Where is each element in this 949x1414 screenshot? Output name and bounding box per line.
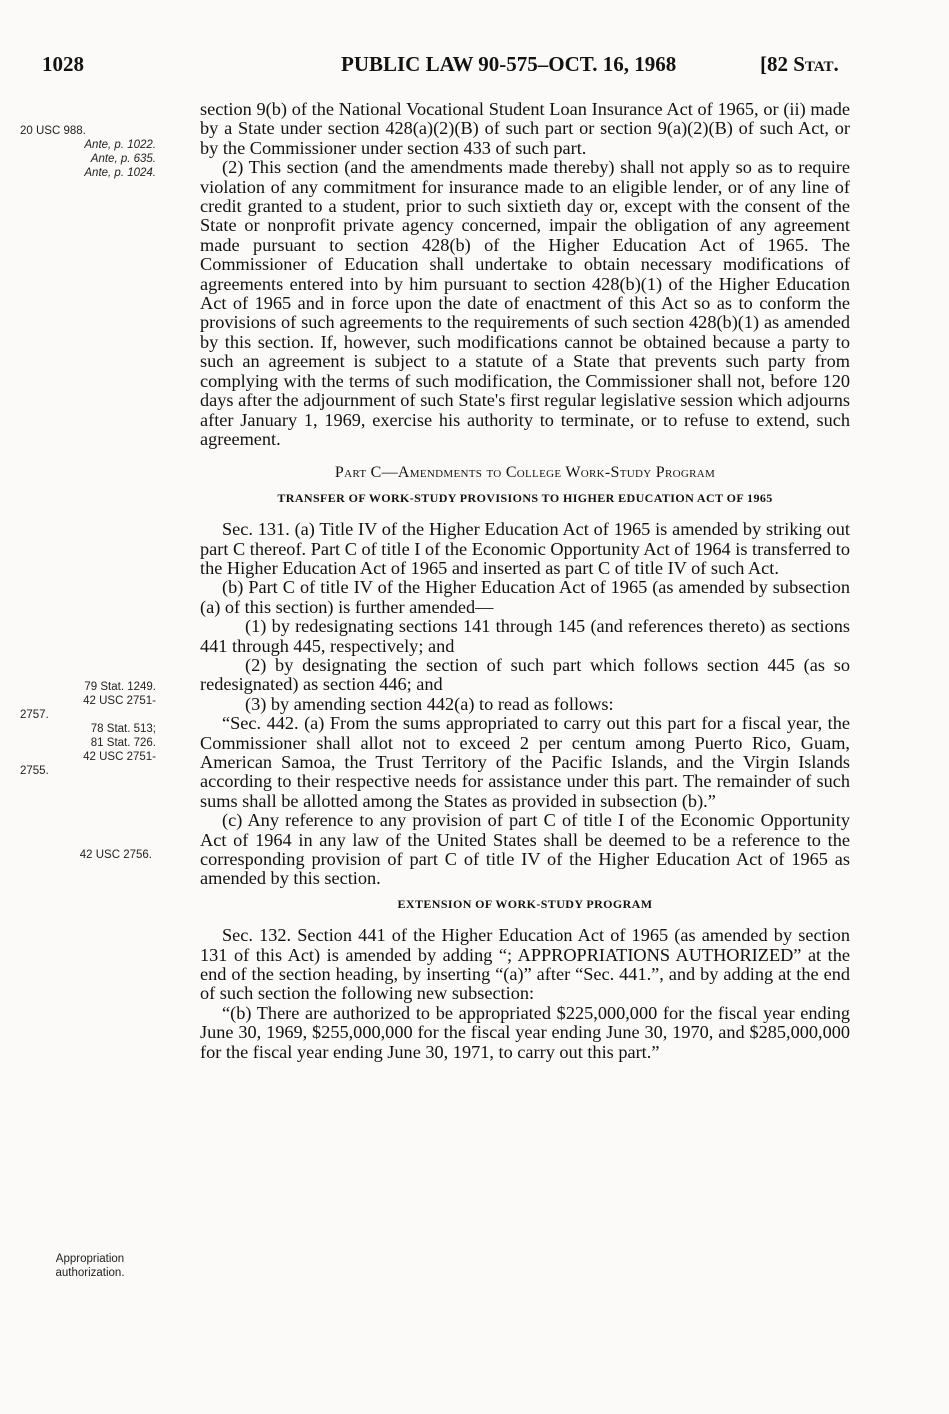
running-title: PUBLIC LAW 90-575–OCT. 16, 1968 (341, 52, 677, 76)
section-heading: TRANSFER OF WORK-STUDY PROVISIONS TO HIGHER EDUCATION ACT OF 1965 (277, 490, 773, 505)
paragraph: (c) Any reference to any provision of part C of title I of the Economic Opportunity Act of 1964 in any law of the United States shall be deemed to be a reference to the corresponding provision of part C of title IV of the Higher Education Act of 1965 as amended by this section. (200, 810, 850, 889)
section-heading: EXTENSION OF WORK-STUDY PROGRAM (397, 896, 653, 911)
margin-note-citations-2 (20, 680, 156, 778)
paragraph: Sec. 132. Section 441 of the Higher Education Act of 1965 (as amended by section 131 of this Act) is amended by adding “; APPROPRIATIONS AUTHORIZED” at the end of the section heading, by inserting “(a)” after “Sec. 441.”, and by adding at the end of such section the following new subsection: (200, 925, 850, 1004)
statute-volume-suffix: Stat. (793, 52, 839, 76)
body-text (200, 100, 850, 1062)
margin-note-appropriation (20, 1252, 160, 1280)
paragraph: “(b) There are authorized to be appropriated $225,000,000 for the fiscal year ending June 30, 1969, $255,000,000 for the fiscal year ending June 30, 1970, and $285,000,000 for the fiscal year ending June 30, 1971, to carry out this part.” (200, 1002, 850, 1062)
margin-note-citation-3 (20, 848, 152, 862)
paragraph: (2) by designating the section of such part which follows section 445 (as so redesignated) as section 446; and (200, 654, 850, 695)
margin-note-line: 2757. (20, 709, 49, 721)
margin-note-line: Ante, p. 635. (90, 153, 156, 165)
part-heading: Part C—Amendments to College Work-Study Program (334, 464, 716, 482)
paragraph: section 9(b) of the National Vocational Student Loan Insurance Act of 1965, or (ii) made by a State under section 428(a)(2)(B) of such part or section 9(a)(2)(B) of such Act, or by the Commissioner under section 433 of such part. (200, 99, 850, 158)
margin-note-line: 2755. (20, 765, 49, 777)
margin-note-citations-1 (20, 124, 156, 180)
margin-note-line: 79 Stat. 1249. (84, 681, 156, 693)
margin-note-line: Ante, p. 1022. (84, 139, 156, 151)
page-number: 1028 (42, 52, 84, 76)
margin-note-line: 81 Stat. 726. (90, 737, 156, 749)
margin-note-line: 42 USC 2751- (83, 695, 156, 707)
page-header (0, 52, 949, 82)
paragraph: (1) by redesignating sections 141 through 145 (and references thereto) as sections 441 through 445, respectively; and (200, 616, 850, 656)
margin-note-line: 42 USC 2756. (79, 849, 152, 861)
margin-note-line: authorization. (55, 1267, 125, 1279)
statute-volume (760, 52, 839, 77)
margin-note-line: 42 USC 2751- (83, 751, 156, 763)
margin-note-line: Appropriation (55, 1253, 125, 1265)
paragraph: Sec. 131. (a) Title IV of the Higher Education Act of 1965 is amended by striking out part C thereof. Part C of title I of the Economic Opportunity Act of 1964 is transferred to the Higher Education Act of 1965 and inserted as part C of title IV of such Act. (200, 519, 850, 578)
margin-note-line: 20 USC 988. (20, 125, 86, 137)
paragraph: (b) Part C of title IV of the Higher Education Act of 1965 (as amended by subsection (a) of this section) is further amended— (200, 577, 850, 617)
margin-note-line: 78 Stat. 513; (90, 723, 156, 735)
paragraph: (3) by amending section 442(a) to read as follows: (245, 693, 614, 714)
paragraph: (2) This section (and the amendments made thereby) shall not apply so as to require violation of any commitment for insurance made to an eligible lender, or of any line of credit granted to a student, prior to such sixtieth day or, except with the consent of the State or nonprofit private agency concerned, impair the obligation of any agreement made pursuant to section 428(b) of the Higher Education Act of 1965. The Commissioner of Education shall undertake to obtain necessary modifications of agreements entered into by him pursuant to section 428(b)(1) of the Higher Education Act of 1965 and in force upon the date of enactment of this Act so as to conform the provisions of such agreements to the requirements of such section 428(b)(1) as amended by this section. If, however, such modifications cannot be obtained because a party to such an agreement is subject to a statute of a State that prevents such party from complying with the terms of such modification, the Commissioner shall not, before 120 days after the adjournment of such State's first regular legislative session which adjourns after January 1, 1969, exercise his authority to terminate, or to refuse to extend, such agreement. (200, 157, 850, 449)
paragraph: “Sec. 442. (a) From the sums appropriated to carry out this part for a fiscal year, the Commissioner shall allot not to exceed 2 per centum among Puerto Rico, Guam, American Samoa, the Trust Territory of the Pacific Islands, and the Virgin Islands according to their respective needs for assistance under this part. The remainder of such sums shall be allotted among the States as provided in subsection (b).” (200, 713, 850, 811)
margin-note-line: Ante, p. 1024. (84, 167, 156, 179)
statute-volume-prefix: [82 (760, 52, 794, 76)
